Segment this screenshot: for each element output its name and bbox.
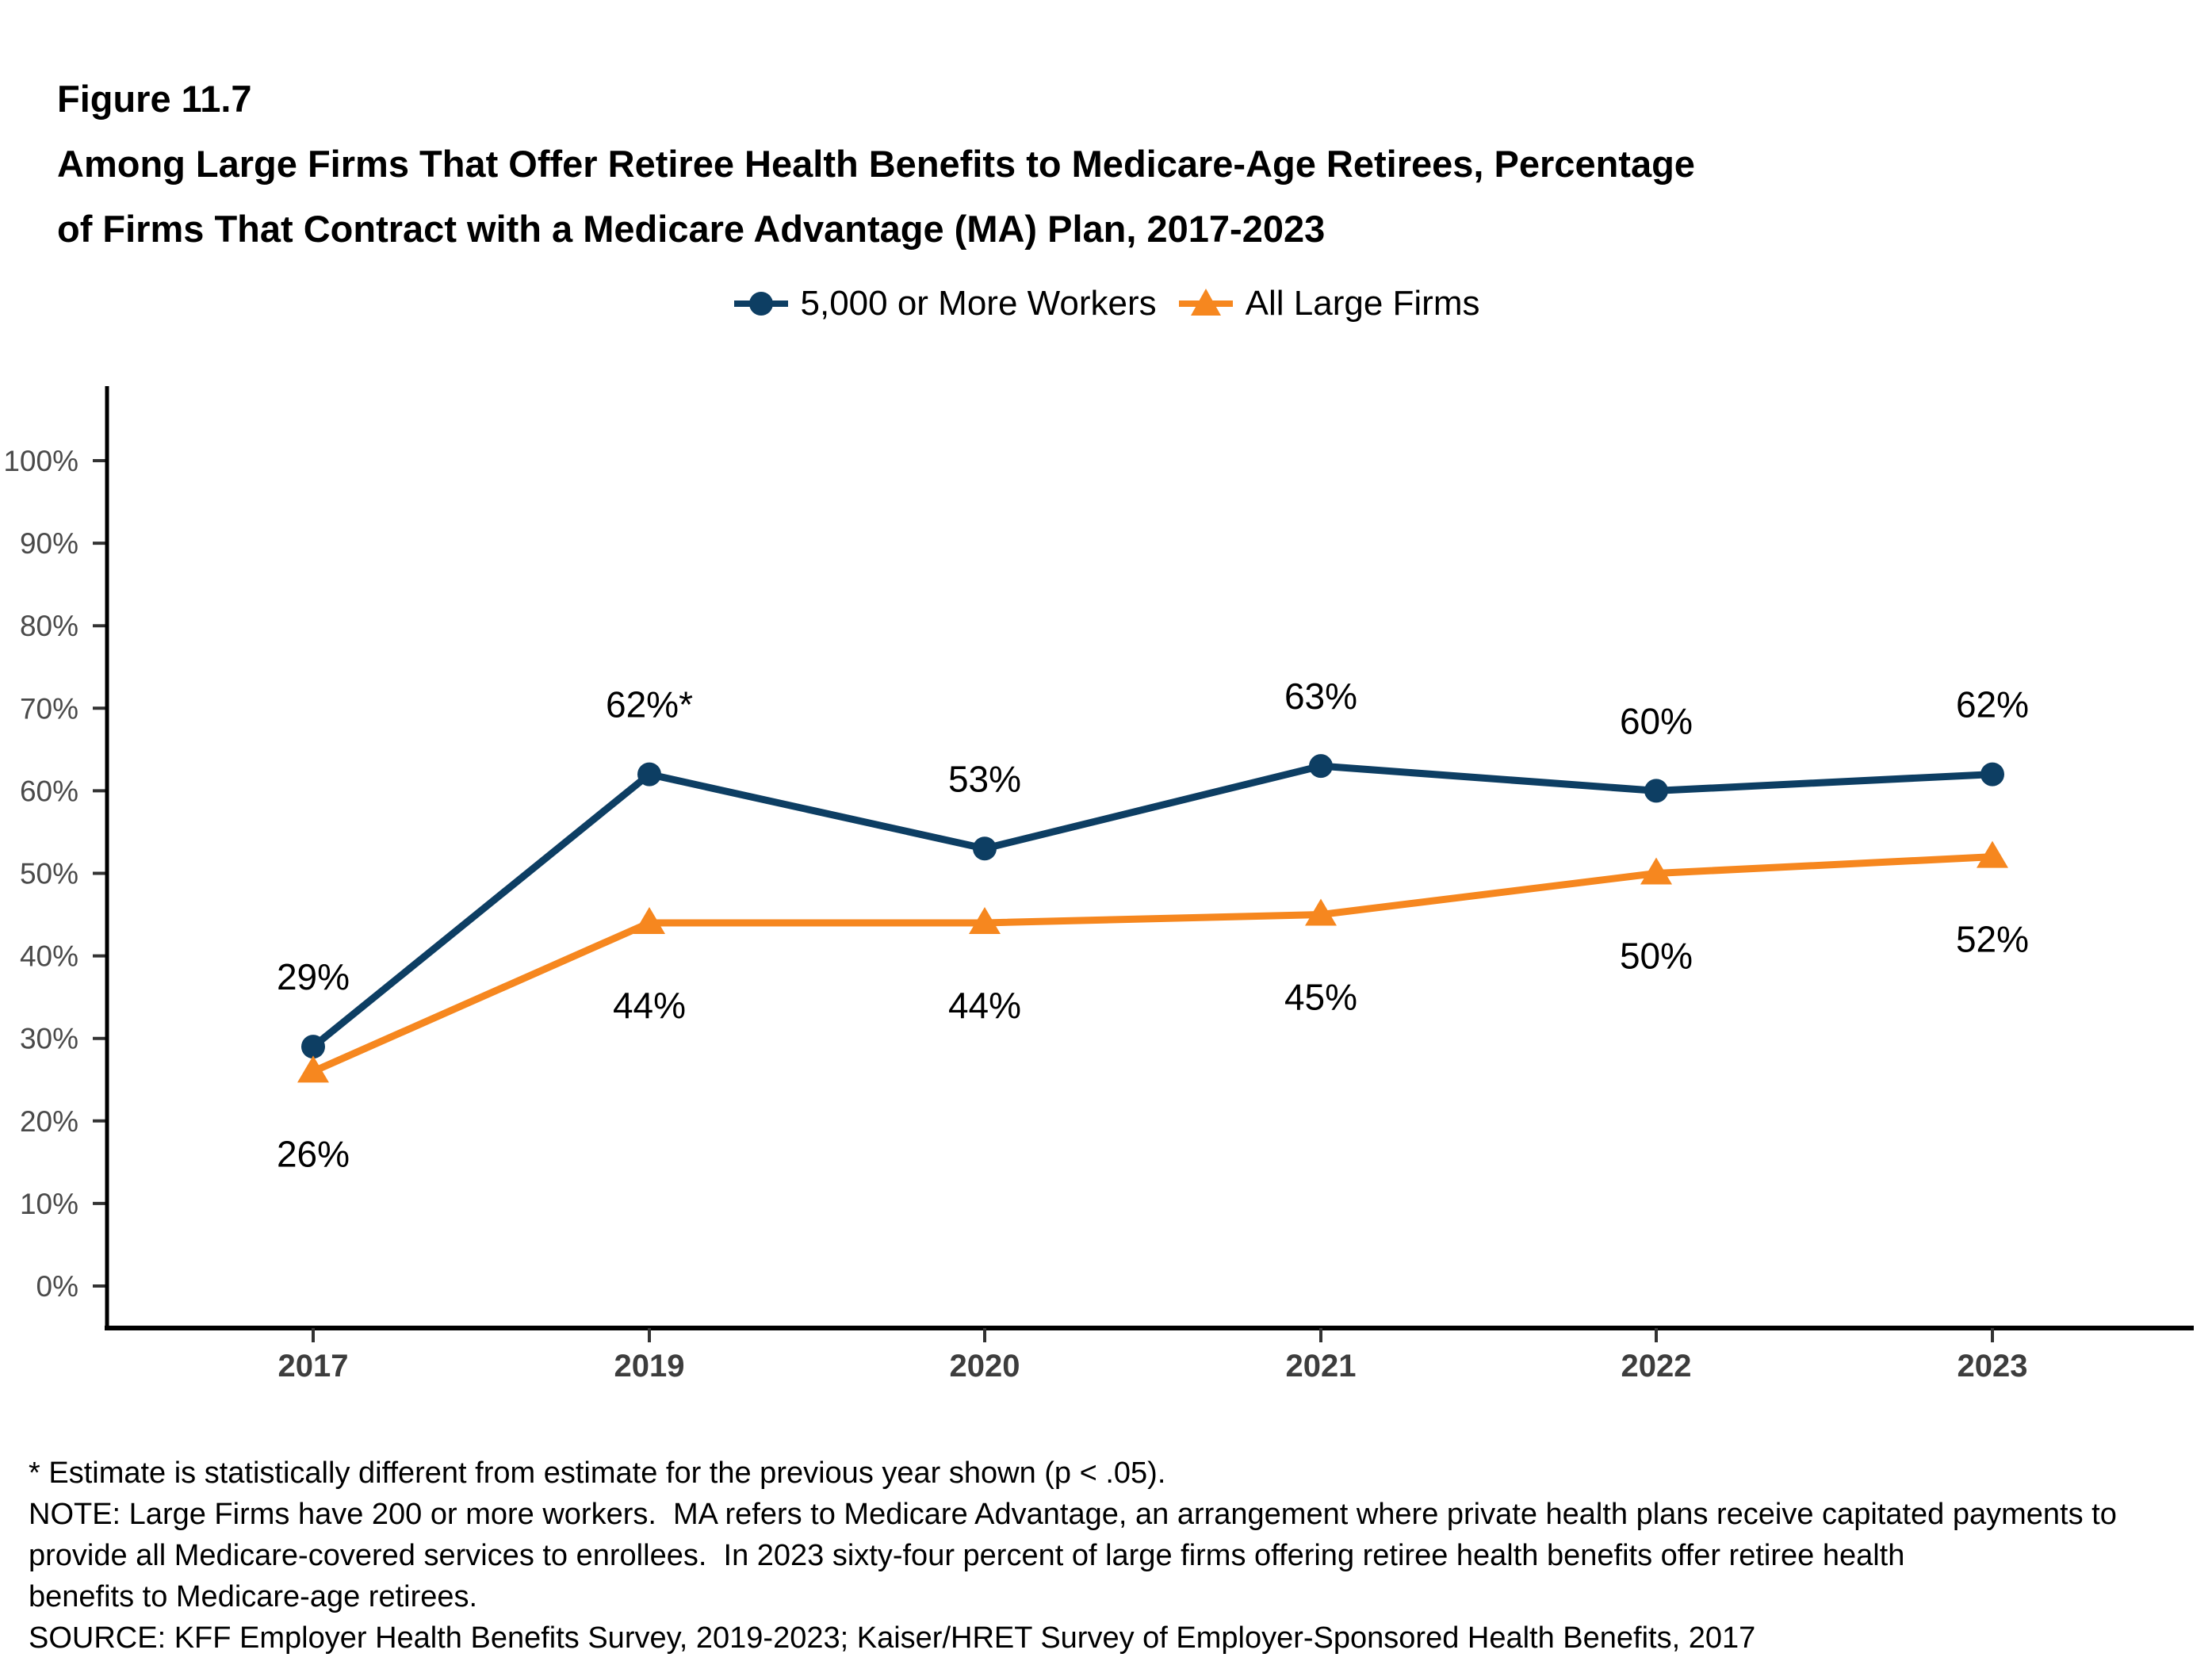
data-label: 44% bbox=[947, 984, 1022, 1026]
y-tick-label: 90% bbox=[19, 527, 78, 561]
x-tick-label: 2023 bbox=[1957, 1349, 2028, 1384]
footnote-note-line-1: NOTE: Large Firms have 200 or more workers. MA refers to Medicare Advantage, an arrangement where private health plans receive capitated payments to bbox=[29, 1498, 2117, 1531]
data-label: 60% bbox=[1619, 700, 1693, 742]
footnote-note-line-2: provide all Medicare-covered services to enrollees. In 2023 sixty-four percent of large firms offering retiree health benefits offer retiree health bbox=[29, 1539, 1905, 1572]
y-tick-label: 20% bbox=[19, 1104, 78, 1138]
y-tick-label: 100% bbox=[3, 445, 78, 477]
data-label: 26% bbox=[276, 1133, 350, 1175]
y-tick-label: 10% bbox=[19, 1187, 78, 1220]
data-label: 53% bbox=[947, 758, 1022, 800]
x-axis bbox=[278, 1328, 2028, 1384]
data-point-marker bbox=[1309, 754, 1333, 778]
legend-label: All Large Firms bbox=[1245, 284, 1480, 323]
figure-label: Figure 11.7 bbox=[57, 78, 252, 120]
y-tick-label: 40% bbox=[19, 940, 78, 973]
footnote-asterisk: * Estimate is statistically different from estimate for the previous year shown (p < .05). bbox=[29, 1456, 1166, 1490]
footnotes bbox=[29, 1453, 2193, 1659]
y-axis bbox=[3, 445, 107, 1303]
x-tick-label: 2019 bbox=[614, 1349, 685, 1384]
data-point-marker bbox=[637, 763, 661, 787]
data-label: 62% bbox=[1955, 683, 2030, 725]
data-label: 63% bbox=[1284, 676, 1358, 718]
y-tick-label: 70% bbox=[19, 692, 78, 725]
footnote-source: SOURCE: KFF Employer Health Benefits Survey, 2019-2023; Kaiser/HRET Survey of Employer-Sponsored Health Benefits, 2017 bbox=[29, 1621, 1756, 1655]
legend-label: 5,000 or More Workers bbox=[800, 284, 1157, 323]
series-line bbox=[313, 766, 1992, 1047]
data-label: 50% bbox=[1619, 935, 1693, 977]
data-point-marker bbox=[301, 1035, 325, 1058]
y-tick-label: 0% bbox=[36, 1270, 78, 1303]
data-label: 52% bbox=[1955, 918, 2030, 960]
chart-title-line-2: of Firms That Contract with a Medicare Advantage (MA) Plan, 2017-2023 bbox=[57, 208, 1326, 250]
data-label: 29% bbox=[276, 956, 350, 998]
x-tick-label: 2017 bbox=[277, 1349, 349, 1384]
footnote-note-line-3: benefits to Medicare-age retirees. bbox=[29, 1580, 478, 1613]
x-tick-label: 2022 bbox=[1621, 1349, 1692, 1384]
x-tick-label: 2021 bbox=[1285, 1349, 1357, 1384]
data-label: 45% bbox=[1284, 976, 1358, 1018]
data-point-marker bbox=[1980, 763, 2004, 787]
data-label: 62%* bbox=[606, 683, 693, 725]
data-label: 44% bbox=[612, 984, 687, 1026]
y-tick-label: 80% bbox=[19, 610, 78, 643]
series-line bbox=[313, 857, 1992, 1072]
chart-title-line-1: Among Large Firms That Offer Retiree Health Benefits to Medicare-Age Retirees, Percentage bbox=[57, 143, 1695, 185]
series-all-large-firms bbox=[277, 841, 2029, 1175]
y-tick-label: 60% bbox=[19, 775, 78, 808]
y-tick-label: 30% bbox=[19, 1022, 78, 1055]
y-tick-label: 50% bbox=[19, 857, 78, 890]
x-tick-label: 2020 bbox=[949, 1349, 1020, 1384]
data-point-marker bbox=[1644, 779, 1668, 802]
axes bbox=[105, 386, 2194, 1330]
data-point-marker bbox=[973, 836, 997, 860]
